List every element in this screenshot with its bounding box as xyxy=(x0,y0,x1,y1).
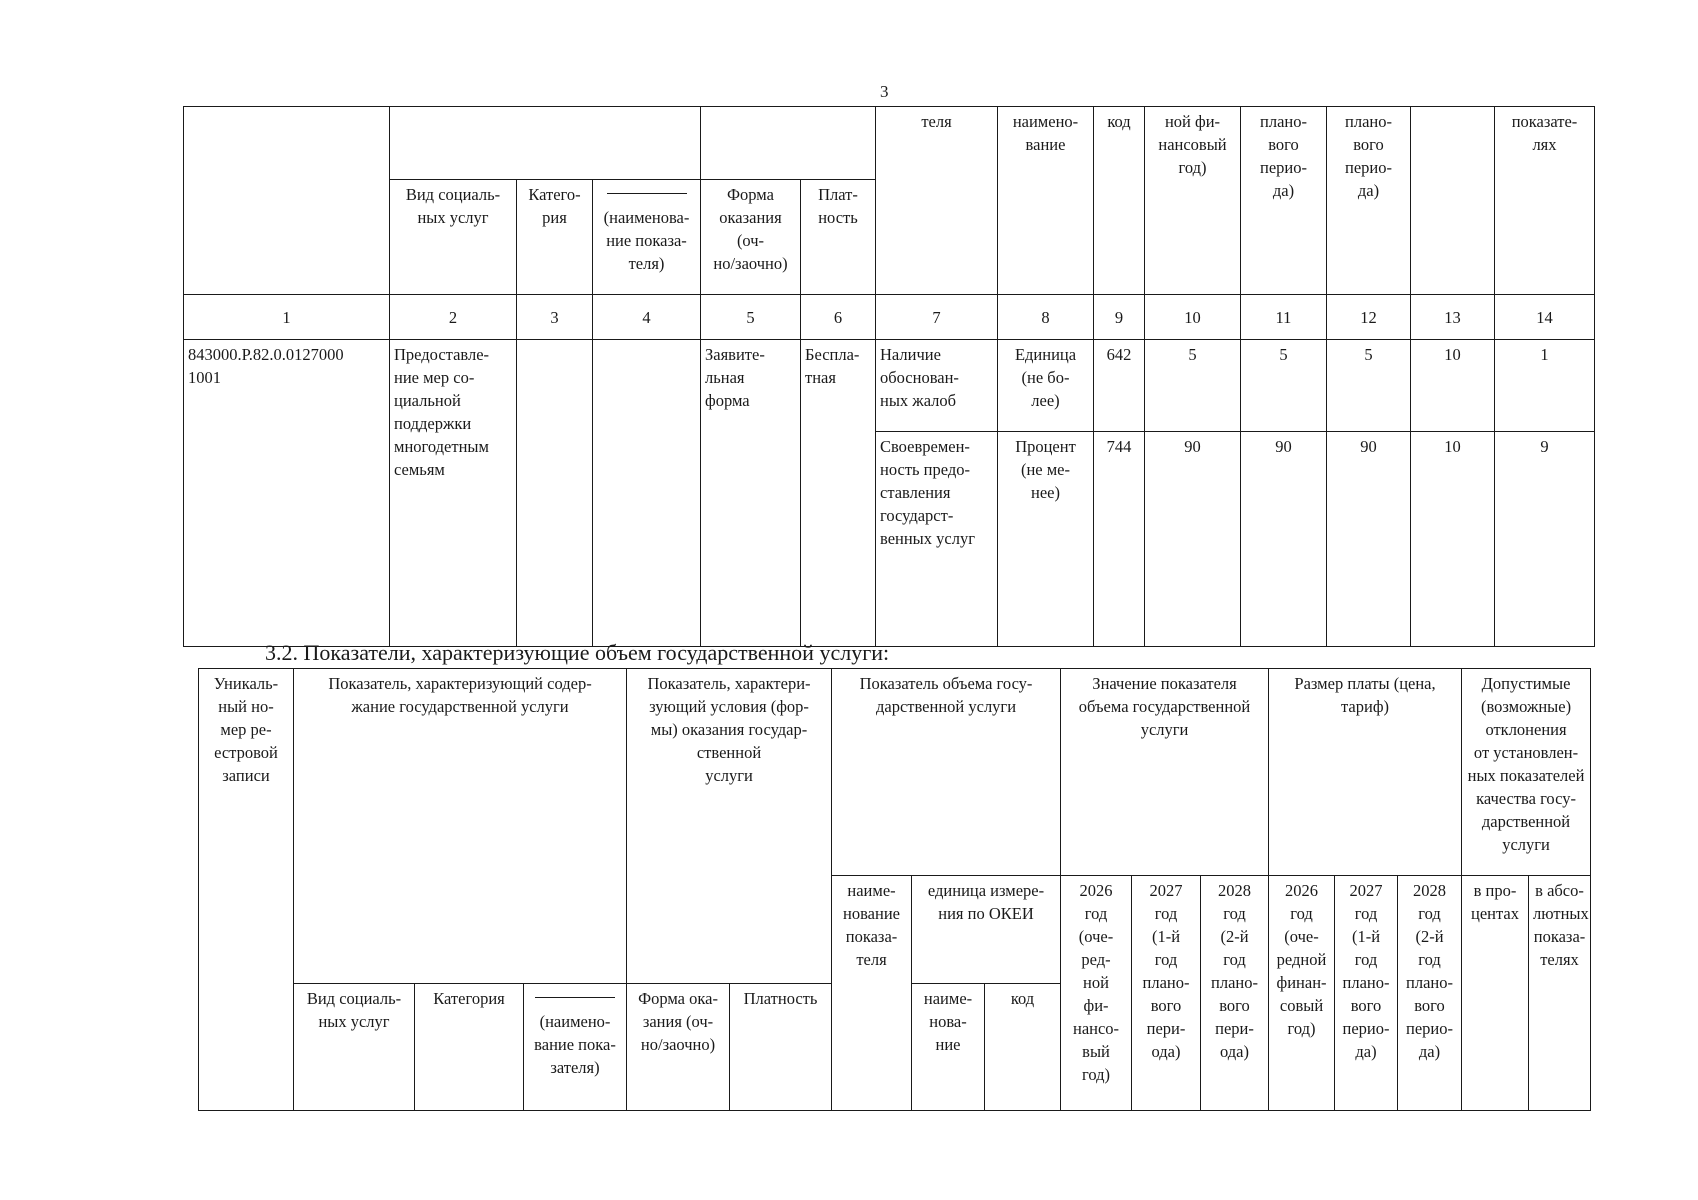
indicator-name: Наличие обоснован- ных жалоб xyxy=(876,340,998,432)
deviation-absolute: 1 xyxy=(1495,340,1595,432)
section-heading: 3.2. Показатели, характеризующие объем государственной услуги: xyxy=(265,640,890,665)
column-number: 6 xyxy=(801,295,876,340)
quality-indicators-table xyxy=(183,106,1595,647)
column-number: 10 xyxy=(1145,295,1241,340)
blank-line xyxy=(607,187,687,194)
subheader-indicator-label: (наимено- вание пока- зателя) xyxy=(534,1012,616,1077)
value-2027: 90 xyxy=(1241,432,1327,647)
subheader-okei-name: наиме- нова- ние xyxy=(912,984,985,1111)
header-fragment-12: плано- вого перио- да) xyxy=(1327,107,1411,295)
subheader-value-2026: 2026 год (оче- ред- ной фи- нансо- вый год) xyxy=(1061,876,1132,1111)
record-payment: Беспла- тная xyxy=(801,340,876,647)
subheader-service-type: Вид социаль- ных услуг xyxy=(390,180,517,295)
subheader-indicator-label: (наименова- ние показа- теля) xyxy=(603,208,690,273)
subheader-payment: Платность xyxy=(730,984,832,1111)
subheader-service-type: Вид социаль- ных услуг xyxy=(294,984,415,1111)
header-blank-unique xyxy=(184,107,390,295)
subheader-okei-unit: единица измере- ния по ОКЕИ xyxy=(912,876,1061,984)
deviation-percent: 10 xyxy=(1411,340,1495,432)
indicator-name: Своевремен- ность предо- ставления государст- венных услуг xyxy=(876,432,998,647)
page-number: 3 xyxy=(880,82,889,101)
indicator-unit: Единица (не бо- лее) xyxy=(998,340,1094,432)
record-blank xyxy=(593,340,701,647)
header-conditions-indicator: Показатель, характери- зующий условия (фор- мы) оказания государ- ственной услуги xyxy=(627,669,832,984)
column-number: 13 xyxy=(1411,295,1495,340)
value-2027: 5 xyxy=(1241,340,1327,432)
header-fragment-10: ной фи- нансовый год) xyxy=(1145,107,1241,295)
blank-line xyxy=(535,991,615,998)
column-number: 8 xyxy=(998,295,1094,340)
column-number: 9 xyxy=(1094,295,1145,340)
record-service: Предоставле- ние мер со- циальной поддержки многодетным семьям xyxy=(390,340,517,647)
header-blank-content xyxy=(390,107,701,180)
indicator-code: 642 xyxy=(1094,340,1145,432)
header-unique-number: Уникаль- ный но- мер ре- естровой записи xyxy=(199,669,294,1111)
column-number: 2 xyxy=(390,295,517,340)
subheader-indicator-name: наиме- нование показа- теля xyxy=(832,876,912,1111)
column-number: 7 xyxy=(876,295,998,340)
subheader-value-2028: 2028 год (2-й год плано- вого пери- ода) xyxy=(1201,876,1269,1111)
subheader-deviation-percent: в про- центах xyxy=(1462,876,1529,1111)
record-form: Заявите- льная форма xyxy=(701,340,801,647)
header-deviation: Допустимые (возможные) отклонения от установлен- ных показателей качества госу- дарственной услуги xyxy=(1462,669,1591,876)
subheader-fee-2028: 2028 год (2-й год плано- вого перио- да) xyxy=(1398,876,1462,1111)
subheader-payment: Плат- ность xyxy=(801,180,876,295)
header-volume-indicator: Показатель объема госу- дарственной услуги xyxy=(832,669,1061,876)
column-number: 3 xyxy=(517,295,593,340)
subheader-form: Форма оказания (оч- но/заочно) xyxy=(701,180,801,295)
subheader-form: Форма ока- зания (оч- но/заочно) xyxy=(627,984,730,1111)
header-fragment-13 xyxy=(1411,107,1495,295)
value-2028: 5 xyxy=(1327,340,1411,432)
column-number: 4 xyxy=(593,295,701,340)
subheader-value-2027: 2027 год (1-й год плано- вого пери- ода) xyxy=(1132,876,1201,1111)
column-number: 12 xyxy=(1327,295,1411,340)
volume-indicators-table xyxy=(198,668,1591,1111)
header-fragment-14: показате- лях xyxy=(1495,107,1595,295)
header-volume-value: Значение показателя объема государственной услуги xyxy=(1061,669,1269,876)
subheader-category: Катего- рия xyxy=(517,180,593,295)
subheader-deviation-absolute: в абсо- лютных показа- телях xyxy=(1529,876,1591,1111)
subheader-fee-2026: 2026 год (оче- редной финан- совый год) xyxy=(1269,876,1335,1111)
value-2026: 90 xyxy=(1145,432,1241,647)
subheader-category: Категория xyxy=(415,984,524,1111)
column-number: 11 xyxy=(1241,295,1327,340)
subheader-fee-2027: 2027 год (1-й год плано- вого перио- да) xyxy=(1335,876,1398,1111)
header-fee: Размер платы (цена, тариф) xyxy=(1269,669,1462,876)
record-code: 843000.Р.82.0.0127000 1001 xyxy=(184,340,390,647)
subheader-blank-indicator xyxy=(524,984,627,1111)
subheader-okei-code: код xyxy=(985,984,1061,1111)
indicator-code: 744 xyxy=(1094,432,1145,647)
record-category xyxy=(517,340,593,647)
column-number: 5 xyxy=(701,295,801,340)
header-fragment-8: наимено- вание xyxy=(998,107,1094,295)
header-fragment-7: теля xyxy=(876,107,998,295)
value-2026: 5 xyxy=(1145,340,1241,432)
indicator-unit: Процент (не ме- нее) xyxy=(998,432,1094,647)
value-2028: 90 xyxy=(1327,432,1411,647)
subheader-blank-indicator xyxy=(593,180,701,295)
column-number: 1 xyxy=(184,295,390,340)
header-content-indicator: Показатель, характеризующий содер- жание государственной услуги xyxy=(294,669,627,984)
header-fragment-9: код xyxy=(1094,107,1145,295)
deviation-percent: 10 xyxy=(1411,432,1495,647)
column-number: 14 xyxy=(1495,295,1595,340)
header-blank-conditions xyxy=(701,107,876,180)
header-fragment-11: плано- вого перио- да) xyxy=(1241,107,1327,295)
deviation-absolute: 9 xyxy=(1495,432,1595,647)
